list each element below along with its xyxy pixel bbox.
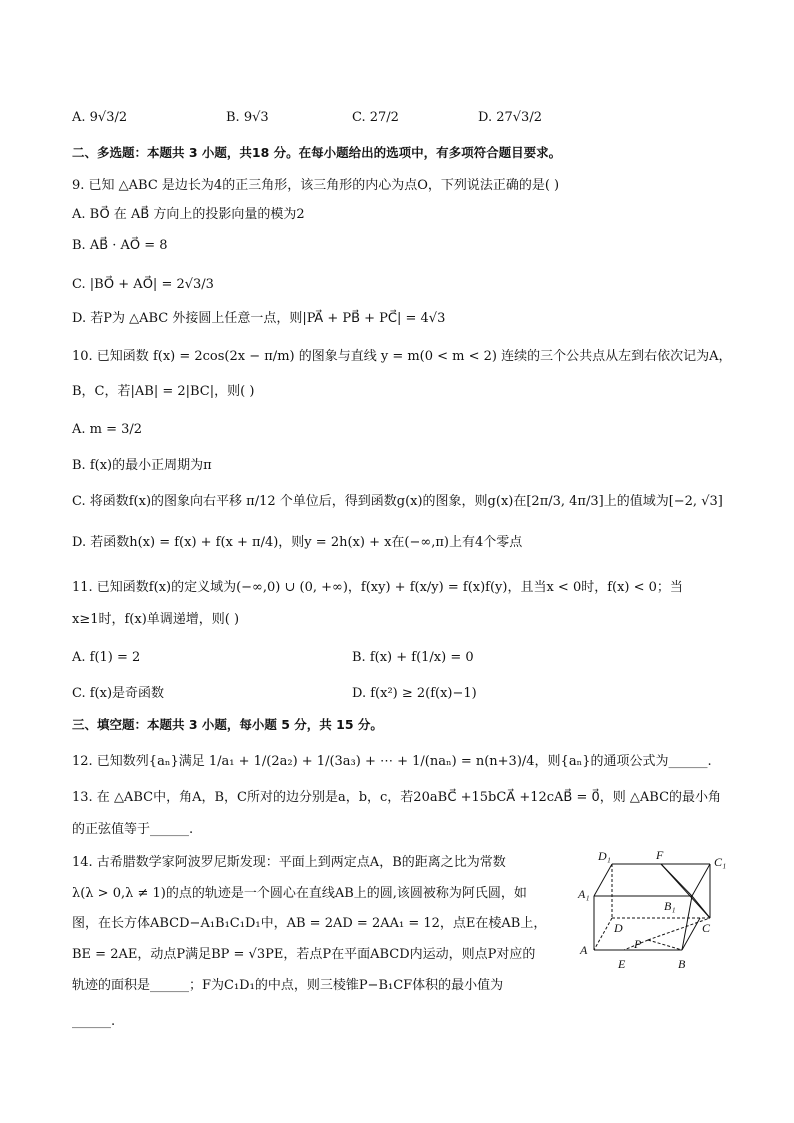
q14-line6: ______. — [72, 1014, 116, 1029]
q10-option-a: A. m = 3/2 — [72, 422, 143, 437]
q12-text: 12. 已知数列{aₙ}满足 1/a₁ + 1/(2a₂) + 1/(3a₃) + ⋯ + 1/(naₙ) = n(n+3)/4，则{aₙ}的通项公式为______. — [72, 754, 712, 769]
section-heading-fill-in: 三、填空题：本题共 3 小题，每小题 5 分，共 15 分。 — [72, 717, 383, 732]
q9-option-b: B. AB⃗ · AO⃗ = 8 — [72, 238, 168, 253]
q10-option-d: D. 若函数h(x) = f(x) + f(x + π/4)，则y = 2h(x) + x在(−∞,π)上有4个零点 — [72, 535, 523, 550]
q10-stem-line1: 10. 已知函数 f(x) = 2cos(2x − π/m) 的图象与直线 y = m(0 < m < 2) 连续的三个公共点从左到右依次记为A， — [72, 349, 732, 364]
edge-d1a1 — [594, 864, 612, 896]
q10-option-c: C. 将函数f(x)的图象向右平移 π/12 个单位后，得到函数g(x)的图象，则g(x)在[2π/3, 4π/3]上的值域为[−2, √3] — [72, 494, 723, 509]
label-e: E — [618, 957, 626, 971]
label-a: A — [580, 943, 588, 957]
cuboid-figure — [572, 846, 732, 976]
label-d: D — [614, 921, 623, 935]
label-c: C — [702, 921, 711, 935]
q14-line3: 图，在长方体ABCD−A₁B₁C₁D₁中，AB = 2AD = 2AA₁ = 12，点E在棱AB上， — [72, 916, 547, 931]
q11-option-a: A. f(1) = 2 — [72, 650, 141, 665]
q14-line1: 14. 古希腊数学家阿波罗尼斯发现：平面上到两定点A，B的距离之比为常数 — [72, 855, 506, 870]
q11-option-c: C. f(x)是奇函数 — [72, 686, 165, 701]
q8-choice-b: B. 9√3 — [226, 110, 269, 125]
q11-option-d: D. f(x²) ≥ 2(f(x)−1) — [352, 686, 477, 701]
label-d1: D₁ — [598, 849, 611, 863]
q14-line4: BE = 2AE，动点P满足BP = √3PE，若点P在平面ABCD内运动，则点P对应的 — [72, 947, 536, 962]
q13-line2: 的正弦值等于______. — [72, 822, 194, 837]
q11-stem-line2: x≥1时，f(x)单调递增，则( ) — [72, 612, 240, 627]
q8-choice-a: A. 9√3/2 — [72, 110, 128, 125]
q14-line5: 轨迹的面积是______；F为C₁D₁的中点，则三棱锥P−B₁CF体积的最小值为 — [72, 978, 504, 993]
hidden-edge-da — [594, 918, 612, 950]
label-c1: C₁ — [714, 855, 727, 869]
label-f: F — [656, 848, 664, 862]
label-b1: B₁ — [664, 899, 676, 913]
q10-option-b: B. f(x)的最小正周期为π — [72, 458, 212, 473]
q8-choice-d: D. 27√3/2 — [478, 110, 542, 125]
q9-option-c: C. |BO⃗ + AO⃗| = 2√3/3 — [72, 277, 214, 292]
q9-option-d: D. 若P为 △ABC 外接圆上任意一点，则|PA⃗ + PB⃗ + PC⃗| = 4√3 — [72, 311, 446, 326]
segment-b1c — [692, 896, 710, 918]
label-a1: A₁ — [578, 887, 590, 901]
q9-option-a: A. BO⃗ 在 AB⃗ 方向上的投影向量的模为2 — [72, 207, 305, 222]
section-heading-multiple-choice: 二、多选题：本题共 3 小题，共18 分。在每小题给出的选项中，有多项符合题目要求。 — [72, 145, 562, 160]
label-b: B — [678, 957, 686, 971]
edge-c1b1-back — [692, 864, 710, 896]
q14-line2: λ(λ > 0,λ ≠ 1)的点的轨迹是一个圆心在直线AB上的圆,该圆被称为阿氏圆，如 — [72, 886, 527, 901]
segment-pc — [648, 918, 710, 940]
q11-option-b: B. f(x) + f(1/x) = 0 — [352, 650, 474, 665]
q13-line1: 13. 在 △ABC中，角A，B，C所对的边分别是a，b，c，若20aBC⃗ +15bCA⃗ +12cAB⃗ = 0⃗，则 △ABC的最小角 — [72, 790, 722, 805]
label-p: P — [634, 937, 642, 951]
q10-stem-line2: B，C，若|AB| = 2|BC|，则( ) — [72, 384, 255, 399]
segment-pb — [648, 940, 682, 950]
q8-choice-c: C. 27/2 — [352, 110, 399, 125]
q11-stem-line1: 11. 已知函数f(x)的定义域为(−∞,0) ∪ (0, +∞)，f(xy) + f(x/y) = f(x)f(y)，且当x < 0时，f(x) < 0；当 — [72, 580, 683, 595]
q9-stem: 9. 已知 △ABC 是边长为4的正三角形，该三角形的内心为点O，下列说法正确的是( ) — [72, 178, 560, 193]
